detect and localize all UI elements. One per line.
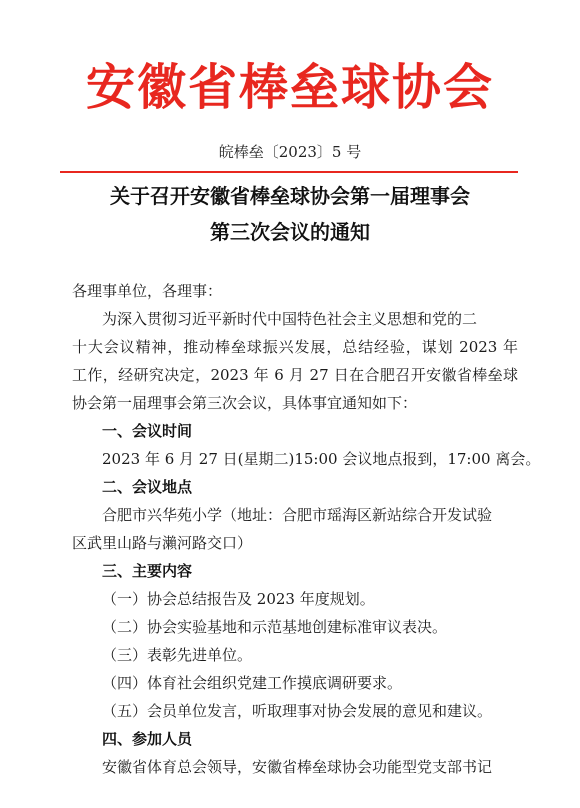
section-location-line-1: 合肥市兴华苑小学（地址：合肥市瑶海区新站综合开发试验: [102, 506, 493, 524]
content-item-3: （三）表彰先进单位。: [102, 646, 253, 664]
content-item-5: （五）会员单位发言，听取理事对协会发展的意见和建议。: [102, 702, 493, 720]
intro-line-2: 十大会议精神，推动棒垒球振兴发展，总结经验，谋划 2023 年: [72, 338, 518, 356]
intro-line-4: 协会第一届理事会第三次会议，具体事宜通知如下：: [72, 394, 418, 412]
section-content-heading: 三、主要内容: [102, 562, 193, 580]
document-number: 皖棒垒〔2023〕5 号: [218, 143, 362, 161]
content-item-4: （四）体育社会组织党建工作摸底调研要求。: [102, 674, 403, 692]
document-title-line-2: 第三次会议的通知: [210, 220, 370, 244]
section-attendees-text: 安徽省体育总会领导，安徽省棒垒球协会功能型党支部书记: [102, 758, 493, 776]
content-item-1: （一）协会总结报告及 2023 年度规划。: [102, 590, 375, 608]
section-time-text: 2023 年 6 月 27 日(星期二)15:00 会议地点报到，17:00 离会。: [102, 450, 541, 468]
section-attendees-heading: 四、参加人员: [102, 730, 193, 748]
content-item-2: （二）协会实验基地和示范基地创建标准审议表决。: [102, 618, 448, 636]
intro-line-3: 工作，经研究决定，2023 年 6 月 27 日在合肥召开安徽省棒垒球: [72, 366, 518, 384]
salutation: 各理事单位，各理事：: [72, 282, 223, 300]
section-location-heading: 二、会议地点: [102, 478, 193, 496]
masthead: 安徽省棒垒球协会: [85, 59, 494, 116]
document-title-line-1: 关于召开安徽省棒垒球协会第一届理事会: [110, 184, 470, 208]
intro-line-1: 为深入贯彻习近平新时代中国特色社会主义思想和党的二: [102, 310, 478, 328]
section-time-heading: 一、会议时间: [102, 422, 193, 440]
section-location-line-2: 区武里山路与瀨河路交口）: [72, 534, 253, 552]
masthead-red-rule: [60, 171, 518, 173]
